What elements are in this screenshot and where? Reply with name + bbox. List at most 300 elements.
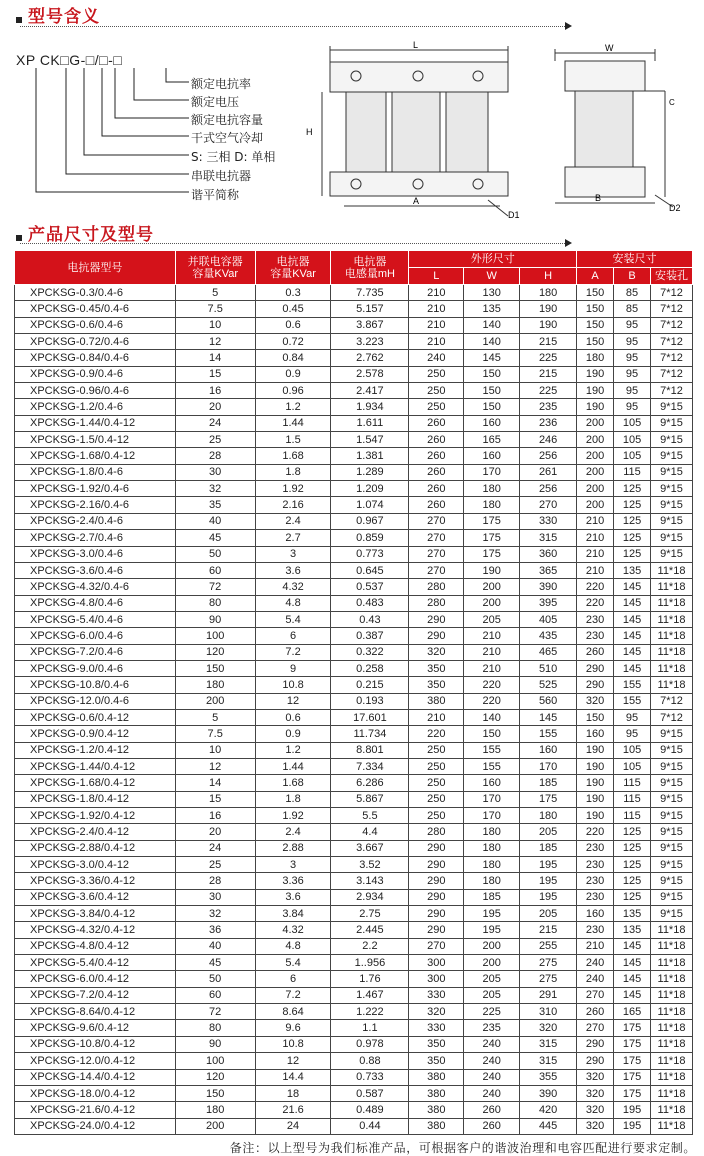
table-row: [15, 660, 693, 676]
table-row: [15, 840, 693, 856]
value-cell: 175: [614, 1036, 651, 1052]
value-cell: 17.601: [331, 709, 409, 725]
value-cell: 150: [577, 285, 614, 301]
value-cell: 95: [614, 709, 651, 725]
value-cell: 95: [614, 383, 651, 399]
value-cell: 240: [464, 1053, 520, 1069]
value-cell: 95: [614, 350, 651, 366]
value-cell: 125: [614, 481, 651, 497]
value-cell: 0.45: [255, 301, 331, 317]
value-cell: 3: [255, 857, 331, 873]
value-cell: 0.733: [331, 1069, 409, 1085]
value-cell: 200: [464, 938, 520, 954]
value-cell: 290: [409, 611, 464, 627]
value-cell: 160: [464, 415, 520, 431]
value-cell: 200: [577, 481, 614, 497]
value-cell: 270: [409, 562, 464, 578]
bullet-square-icon: [16, 235, 22, 241]
value-cell: 160: [520, 742, 577, 758]
model-cell: XPCKSG-0.45/0.4-6: [15, 301, 176, 317]
value-cell: 195: [464, 922, 520, 938]
value-cell: 95: [614, 317, 651, 333]
model-cell: XPCKSG-2.7/0.4-6: [15, 530, 176, 546]
value-cell: 11*18: [650, 1069, 692, 1085]
value-cell: 155: [464, 742, 520, 758]
value-cell: 45: [175, 530, 255, 546]
value-cell: 210: [577, 546, 614, 562]
value-cell: 200: [577, 497, 614, 513]
value-cell: 290: [409, 857, 464, 873]
value-cell: 190: [577, 791, 614, 807]
value-cell: 11*18: [650, 611, 692, 627]
value-cell: 1.68: [255, 448, 331, 464]
value-cell: 0.587: [331, 1085, 409, 1101]
value-cell: 1.934: [331, 399, 409, 415]
model-cell: XPCKSG-4.8/0.4-6: [15, 595, 176, 611]
value-cell: 0.193: [331, 693, 409, 709]
value-cell: 170: [464, 808, 520, 824]
value-cell: 190: [520, 301, 577, 317]
value-cell: 395: [520, 595, 577, 611]
value-cell: 10: [175, 317, 255, 333]
value-cell: 11*18: [650, 922, 692, 938]
table-row: [15, 938, 693, 954]
value-cell: 240: [409, 350, 464, 366]
model-cell: XPCKSG-7.2/0.4-12: [15, 987, 176, 1003]
model-cell: XPCKSG-0.96/0.4-6: [15, 383, 176, 399]
value-cell: 50: [175, 546, 255, 562]
model-cell: XPCKSG-18.0/0.4-12: [15, 1085, 176, 1101]
table-row: [15, 481, 693, 497]
value-cell: 135: [614, 562, 651, 578]
value-cell: 2.578: [331, 366, 409, 382]
value-cell: 160: [464, 448, 520, 464]
model-cell: XPCKSG-3.0/0.4-12: [15, 857, 176, 873]
value-cell: 9*15: [650, 726, 692, 742]
header-line: 电感量mH: [344, 267, 395, 280]
value-cell: 95: [614, 726, 651, 742]
value-cell: 270: [409, 546, 464, 562]
value-cell: 24: [175, 415, 255, 431]
table-row: [15, 579, 693, 595]
value-cell: 20: [175, 824, 255, 840]
value-cell: 185: [464, 889, 520, 905]
value-cell: 0.489: [331, 1102, 409, 1118]
table-row: [15, 1085, 693, 1101]
model-cell: XPCKSG-6.0/0.4-12: [15, 971, 176, 987]
legend-item-rated-capacity: 额定电抗容量: [191, 113, 264, 127]
value-cell: 85: [614, 301, 651, 317]
value-cell: 3.36: [255, 873, 331, 889]
value-cell: 380: [409, 1118, 464, 1134]
table-row: [15, 432, 693, 448]
value-cell: 9*15: [650, 824, 692, 840]
value-cell: 7.2: [255, 644, 331, 660]
model-code: XP CK□G-□/□-□: [16, 52, 123, 68]
value-cell: 9*15: [650, 546, 692, 562]
value-cell: 200: [464, 579, 520, 595]
value-cell: 11*18: [650, 971, 692, 987]
value-cell: 350: [409, 1036, 464, 1052]
value-cell: 405: [520, 611, 577, 627]
model-cell: XPCKSG-3.6/0.4-12: [15, 889, 176, 905]
model-cell: XPCKSG-6.0/0.4-6: [15, 628, 176, 644]
value-cell: 125: [614, 857, 651, 873]
value-cell: 150: [175, 1085, 255, 1101]
reactor-side-view-diagram: [545, 45, 695, 215]
value-cell: 175: [614, 1085, 651, 1101]
value-cell: 105: [614, 448, 651, 464]
value-cell: 4.8: [255, 938, 331, 954]
value-cell: 9*15: [650, 742, 692, 758]
value-cell: 250: [409, 758, 464, 774]
value-cell: 190: [577, 742, 614, 758]
value-cell: 145: [464, 350, 520, 366]
value-cell: 445: [520, 1118, 577, 1134]
value-cell: 6: [255, 971, 331, 987]
value-cell: 160: [577, 726, 614, 742]
value-cell: 290: [409, 906, 464, 922]
header-W: W: [464, 268, 520, 285]
model-cell: XPCKSG-14.4/0.4-12: [15, 1069, 176, 1085]
value-cell: 215: [520, 366, 577, 382]
value-cell: 145: [614, 938, 651, 954]
value-cell: 190: [577, 775, 614, 791]
table-row: [15, 824, 693, 840]
value-cell: 0.96: [255, 383, 331, 399]
header-line: 容量KVar: [192, 267, 238, 280]
value-cell: 11*18: [650, 644, 692, 660]
table-row: [15, 546, 693, 562]
legend-item-series-reactor: 串联电抗器: [191, 169, 252, 183]
model-cell: XPCKSG-1.92/0.4-12: [15, 808, 176, 824]
value-cell: 290: [577, 1036, 614, 1052]
value-cell: 260: [409, 497, 464, 513]
value-cell: 380: [409, 693, 464, 709]
value-cell: 125: [614, 546, 651, 562]
value-cell: 125: [614, 889, 651, 905]
table-row: [15, 1118, 693, 1134]
value-cell: 125: [614, 873, 651, 889]
value-cell: 5: [175, 709, 255, 725]
value-cell: 200: [577, 464, 614, 480]
value-cell: 1.5: [255, 432, 331, 448]
value-cell: 145: [614, 987, 651, 1003]
value-cell: 190: [577, 366, 614, 382]
table-row: [15, 513, 693, 529]
value-cell: 105: [614, 432, 651, 448]
value-cell: 1.2: [255, 399, 331, 415]
value-cell: 160: [464, 775, 520, 791]
value-cell: 320: [577, 693, 614, 709]
value-cell: 210: [409, 709, 464, 725]
value-cell: 280: [409, 824, 464, 840]
value-cell: 0.322: [331, 644, 409, 660]
table-row: [15, 611, 693, 627]
value-cell: 50: [175, 971, 255, 987]
model-cell: XPCKSG-2.4/0.4-6: [15, 513, 176, 529]
model-cell: XPCKSG-0.6/0.4-6: [15, 317, 176, 333]
value-cell: 205: [520, 906, 577, 922]
value-cell: 45: [175, 955, 255, 971]
section-divider: [20, 243, 565, 244]
value-cell: 235: [520, 399, 577, 415]
model-cell: XPCKSG-4.8/0.4-12: [15, 938, 176, 954]
value-cell: 145: [614, 644, 651, 660]
value-cell: 14: [175, 775, 255, 791]
value-cell: 330: [409, 1020, 464, 1036]
table-row: [15, 758, 693, 774]
value-cell: 0.84: [255, 350, 331, 366]
value-cell: 150: [464, 726, 520, 742]
value-cell: 175: [464, 546, 520, 562]
header-line: 容量KVar: [270, 267, 316, 280]
value-cell: 200: [175, 693, 255, 709]
value-cell: 32: [175, 906, 255, 922]
value-cell: 230: [577, 840, 614, 856]
dim-label-A: A: [413, 196, 420, 206]
value-cell: 195: [614, 1118, 651, 1134]
model-cell: XPCKSG-5.4/0.4-6: [15, 611, 176, 627]
value-cell: 2.4: [255, 824, 331, 840]
value-cell: 260: [464, 1118, 520, 1134]
value-cell: 190: [520, 317, 577, 333]
value-cell: 205: [520, 824, 577, 840]
value-cell: 145: [614, 955, 651, 971]
value-cell: 1.44: [255, 758, 331, 774]
value-cell: 315: [520, 1036, 577, 1052]
value-cell: 1.1: [331, 1020, 409, 1036]
header-dimensions: 外形尺寸: [409, 251, 577, 268]
value-cell: 145: [614, 611, 651, 627]
dim-label-D1: D1: [508, 210, 520, 220]
value-cell: 190: [577, 758, 614, 774]
value-cell: 236: [520, 415, 577, 431]
value-cell: 3.6: [255, 889, 331, 905]
value-cell: 150: [577, 334, 614, 350]
value-cell: 21.6: [255, 1102, 331, 1118]
value-cell: 320: [409, 1004, 464, 1020]
value-cell: 260: [577, 644, 614, 660]
value-cell: 140: [464, 709, 520, 725]
value-cell: 95: [614, 366, 651, 382]
value-cell: 210: [577, 938, 614, 954]
value-cell: 150: [577, 317, 614, 333]
value-cell: 7.5: [175, 726, 255, 742]
value-cell: 7*12: [650, 350, 692, 366]
value-cell: 0.645: [331, 562, 409, 578]
value-cell: 120: [175, 1069, 255, 1085]
value-cell: 9: [255, 660, 331, 676]
value-cell: 380: [409, 1085, 464, 1101]
value-cell: 220: [464, 677, 520, 693]
value-cell: 0.537: [331, 579, 409, 595]
header-inductance: [331, 251, 409, 285]
header-parallel-capacity: [175, 251, 255, 285]
value-cell: 125: [614, 840, 651, 856]
value-cell: 9*15: [650, 906, 692, 922]
value-cell: 195: [464, 906, 520, 922]
value-cell: 175: [614, 1069, 651, 1085]
value-cell: 1.209: [331, 481, 409, 497]
value-cell: 11*18: [650, 579, 692, 595]
table-row: [15, 775, 693, 791]
dim-label-H: H: [306, 127, 313, 137]
value-cell: 80: [175, 595, 255, 611]
value-cell: 7*12: [650, 709, 692, 725]
value-cell: 380: [409, 1102, 464, 1118]
value-cell: 220: [464, 693, 520, 709]
value-cell: 365: [520, 562, 577, 578]
value-cell: 11*18: [650, 955, 692, 971]
model-cell: XPCKSG-1.2/0.4-6: [15, 399, 176, 415]
value-cell: 315: [520, 530, 577, 546]
value-cell: 8.801: [331, 742, 409, 758]
model-cell: XPCKSG-2.4/0.4-12: [15, 824, 176, 840]
value-cell: 180: [464, 840, 520, 856]
value-cell: 24: [175, 840, 255, 856]
table-row: [15, 415, 693, 431]
value-cell: 320: [520, 1020, 577, 1036]
value-cell: 200: [464, 595, 520, 611]
value-cell: 35: [175, 497, 255, 513]
table-row: [15, 366, 693, 382]
value-cell: 12: [255, 693, 331, 709]
value-cell: 250: [409, 366, 464, 382]
value-cell: 330: [409, 987, 464, 1003]
section-title: 产品尺寸及型号: [28, 225, 154, 245]
section-header-model-meaning: [16, 2, 100, 27]
header-mounting: 安装尺寸: [577, 251, 693, 268]
value-cell: 9*15: [650, 791, 692, 807]
table-row: [15, 889, 693, 905]
value-cell: 150: [175, 660, 255, 676]
value-cell: 3.867: [331, 317, 409, 333]
table-row: [15, 922, 693, 938]
model-cell: XPCKSG-0.84/0.4-6: [15, 350, 176, 366]
value-cell: 9*15: [650, 448, 692, 464]
value-cell: 4.4: [331, 824, 409, 840]
value-cell: 300: [409, 955, 464, 971]
value-cell: 200: [175, 1118, 255, 1134]
value-cell: 4.8: [255, 595, 331, 611]
value-cell: 170: [520, 758, 577, 774]
value-cell: 225: [520, 383, 577, 399]
value-cell: 7*12: [650, 334, 692, 350]
value-cell: 145: [614, 595, 651, 611]
value-cell: 1.289: [331, 464, 409, 480]
table-row: [15, 1102, 693, 1118]
model-cell: XPCKSG-1.68/0.4-12: [15, 448, 176, 464]
value-cell: 200: [577, 448, 614, 464]
value-cell: 2.934: [331, 889, 409, 905]
value-cell: 1.2: [255, 742, 331, 758]
value-cell: 190: [577, 808, 614, 824]
value-cell: 205: [464, 971, 520, 987]
model-cell: XPCKSG-9.0/0.4-6: [15, 660, 176, 676]
value-cell: 0.88: [331, 1053, 409, 1069]
value-cell: 390: [520, 1085, 577, 1101]
value-cell: 210: [464, 644, 520, 660]
model-cell: XPCKSG-21.6/0.4-12: [15, 1102, 176, 1118]
value-cell: 255: [520, 938, 577, 954]
section-header-dimensions: [16, 220, 154, 245]
value-cell: 270: [409, 513, 464, 529]
value-cell: 525: [520, 677, 577, 693]
model-cell: XPCKSG-3.36/0.4-12: [15, 873, 176, 889]
value-cell: 270: [409, 938, 464, 954]
value-cell: 105: [614, 415, 651, 431]
value-cell: 9*15: [650, 415, 692, 431]
value-cell: 300: [409, 971, 464, 987]
value-cell: 185: [520, 840, 577, 856]
value-cell: 180: [520, 808, 577, 824]
value-cell: 200: [577, 432, 614, 448]
value-cell: 180: [464, 497, 520, 513]
value-cell: 7.2: [255, 987, 331, 1003]
value-cell: 180: [175, 1102, 255, 1118]
value-cell: 85: [614, 285, 651, 301]
table-row: [15, 1036, 693, 1052]
value-cell: 115: [614, 791, 651, 807]
value-cell: 11*18: [650, 1036, 692, 1052]
value-cell: 1.68: [255, 775, 331, 791]
value-cell: 510: [520, 660, 577, 676]
value-cell: 260: [409, 464, 464, 480]
value-cell: 4.32: [255, 922, 331, 938]
value-cell: 9*15: [650, 808, 692, 824]
value-cell: 215: [520, 334, 577, 350]
value-cell: 6: [255, 628, 331, 644]
value-cell: 1.611: [331, 415, 409, 431]
value-cell: 135: [614, 922, 651, 938]
table-row: [15, 709, 693, 725]
table-body: [15, 285, 693, 1135]
model-cell: XPCKSG-0.9/0.4-12: [15, 726, 176, 742]
value-cell: 135: [614, 906, 651, 922]
value-cell: 205: [464, 987, 520, 1003]
value-cell: 11*18: [650, 1020, 692, 1036]
value-cell: 145: [520, 709, 577, 725]
value-cell: 320: [577, 1085, 614, 1101]
value-cell: 2.16: [255, 497, 331, 513]
value-cell: 25: [175, 432, 255, 448]
value-cell: 155: [614, 693, 651, 709]
table-row: [15, 628, 693, 644]
dim-label-B: B: [595, 193, 602, 203]
value-cell: 2.88: [255, 840, 331, 856]
value-cell: 0.6: [255, 709, 331, 725]
value-cell: 30: [175, 464, 255, 480]
model-cell: XPCKSG-3.84/0.4-12: [15, 906, 176, 922]
value-cell: 3.6: [255, 562, 331, 578]
value-cell: 11*18: [650, 1118, 692, 1134]
header-hole: 安装孔: [650, 268, 692, 285]
value-cell: 150: [464, 366, 520, 382]
value-cell: 155: [614, 677, 651, 693]
value-cell: 14.4: [255, 1069, 331, 1085]
value-cell: 0.387: [331, 628, 409, 644]
table-row: [15, 464, 693, 480]
value-cell: 261: [520, 464, 577, 480]
value-cell: 290: [409, 889, 464, 905]
model-cell: XPCKSG-2.16/0.4-6: [15, 497, 176, 513]
value-cell: 36: [175, 922, 255, 938]
value-cell: 210: [409, 285, 464, 301]
value-cell: 8.64: [255, 1004, 331, 1020]
value-cell: 5.4: [255, 611, 331, 627]
value-cell: 5.5: [331, 808, 409, 824]
